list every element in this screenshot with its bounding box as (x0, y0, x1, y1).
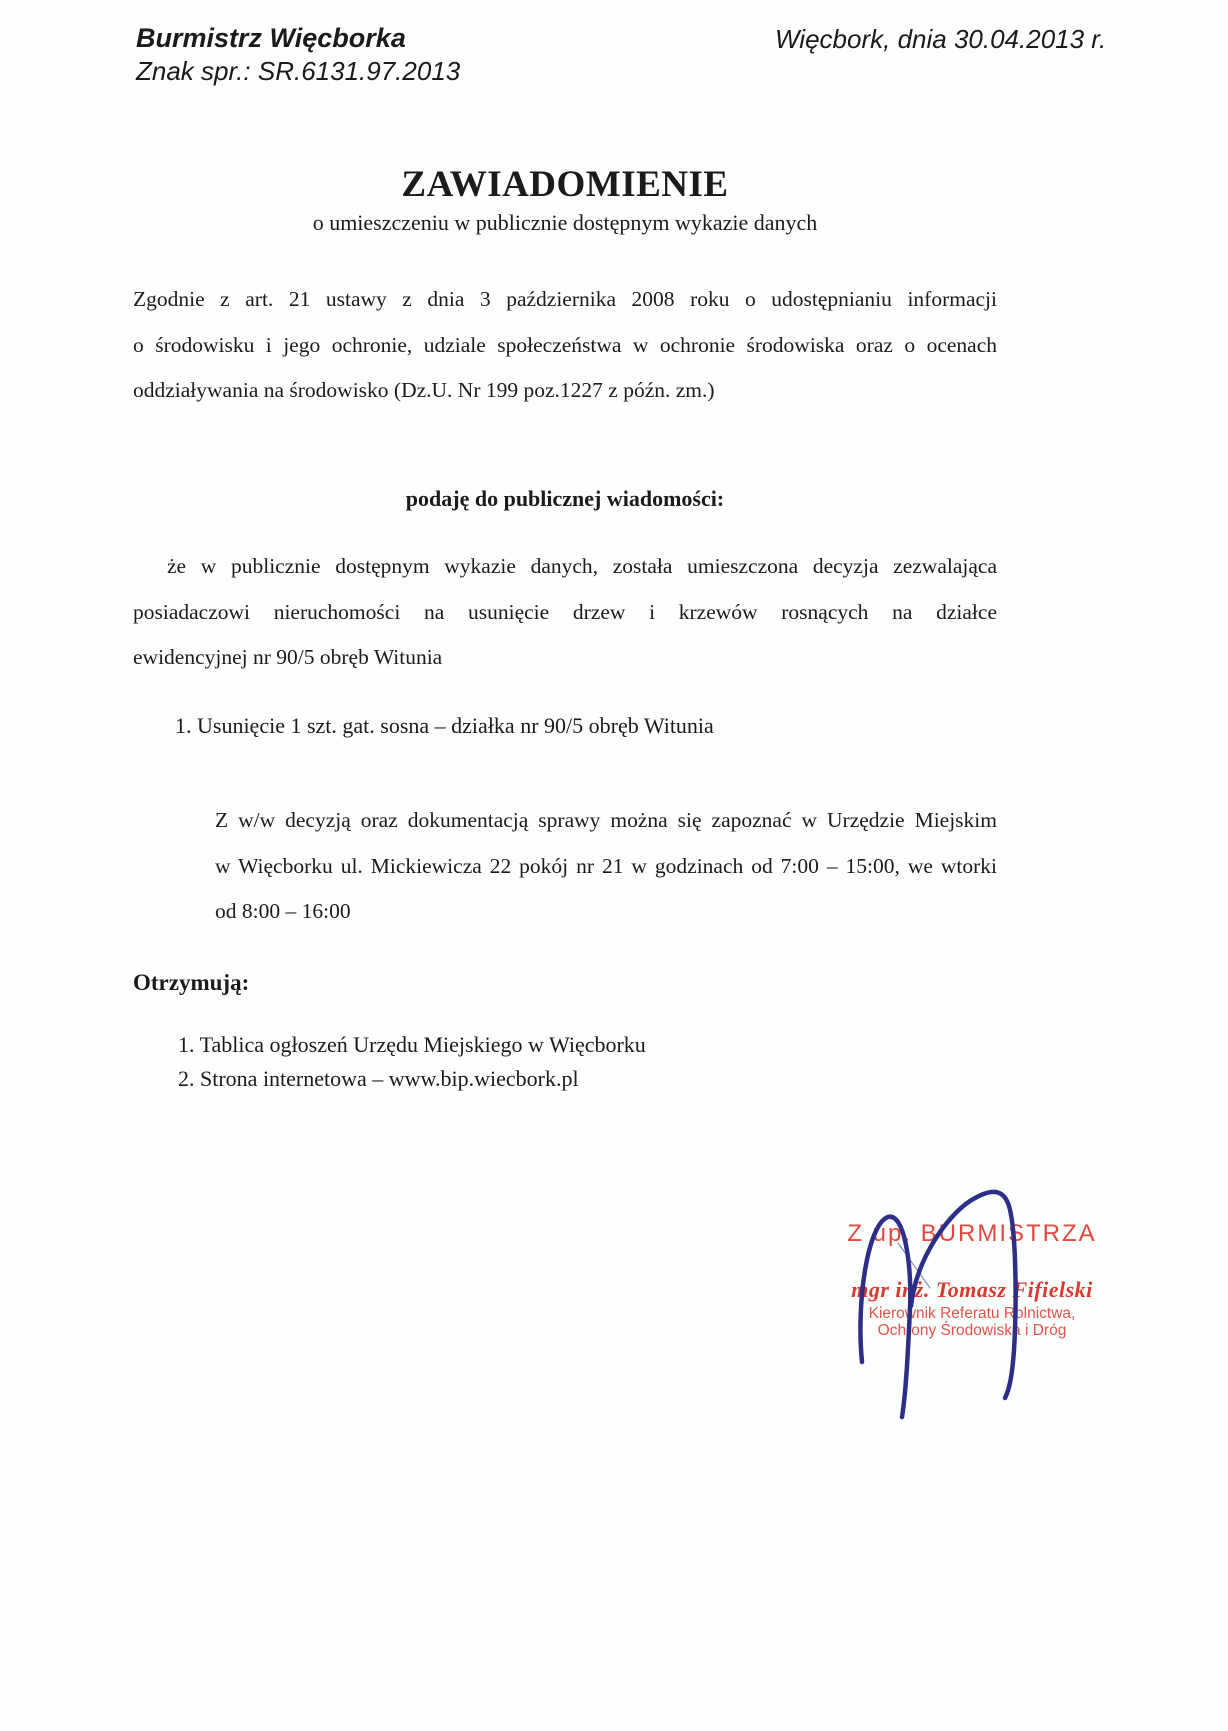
document-title: ZAWIADOMIENIE (401, 164, 729, 205)
announcement-heading: podaję do publicznej wiadomości: (405, 486, 725, 511)
recipients-list (178, 1028, 646, 1095)
case-reference: Znak spr.: SR.6131.97.2013 (136, 56, 461, 86)
recipient-item: 1. Tablica ogłoszeń Urzędu Miejskiego w Więcborku (178, 1032, 646, 1057)
access-info-line: od 8:00 – 16:00 (215, 899, 351, 923)
notice-line: że w publicznie dostępnym wykazie danych, została umieszczona decyzja zezwalająca (167, 554, 997, 578)
stamp-authority-line: Z up. BURMISTRZA (847, 1220, 1097, 1247)
signature-stamp-block (788, 1220, 1156, 1339)
legal-basis-paragraph (133, 277, 997, 414)
access-info-paragraph (215, 798, 997, 935)
place-and-date: Więcbork, dnia 30.04.2013 r. (775, 24, 1107, 54)
recipients-heading: Otrzymują: (133, 970, 250, 995)
legal-basis-line: o środowisku i jego ochronie, udziale społeczeństwa w ochronie środowiska oraz o ocenach (133, 332, 997, 357)
decision-list-item: 1. Usunięcie 1 szt. gat. sosna – działka nr 90/5 obręb Witunia (175, 713, 714, 738)
recipient-item: 2. Strona internetowa – www.bip.wiecbork.pl (178, 1065, 579, 1091)
notice-line: ewidencyjnej nr 90/5 obręb Witunia (133, 645, 443, 669)
sender-name: Burmistrz Więcborka (136, 23, 406, 53)
legal-basis-line: Zgodnie z art. 21 ustawy z dnia 3 października 2008 roku o udostępnianiu informacji (133, 287, 997, 311)
stamp-signer-role (788, 1306, 1156, 1339)
document-subtitle: o umieszczeniu w publicznie dostępnym wykazie danych (312, 210, 818, 235)
header-left-block (136, 22, 460, 88)
stamp-role-line: Kierownik Referatu Rolnictwa, (868, 1305, 1076, 1322)
access-info-line: Z w/w decyzją oraz dokumentacją sprawy można się zapoznać w Urzędzie Miejskim (215, 808, 997, 832)
stamp-role-line: Ochrony Środowiska i Dróg (877, 1321, 1067, 1339)
notice-paragraph (133, 544, 997, 681)
stamp-signer-name: mgr inż. Tomasz Fifielski (851, 1277, 1093, 1302)
notice-line: posiadaczowi nieruchomości na usunięcie drzew i krzewów rosnących na działce (133, 599, 997, 624)
access-info-line: w Więcborku ul. Mickiewicza 22 pokój nr 21 w godzinach od 7:00 – 15:00, we wtorki (215, 853, 997, 878)
legal-basis-line: oddziaływania na środowisko (Dz.U. Nr 199 poz.1227 z późn. zm.) (133, 378, 715, 402)
